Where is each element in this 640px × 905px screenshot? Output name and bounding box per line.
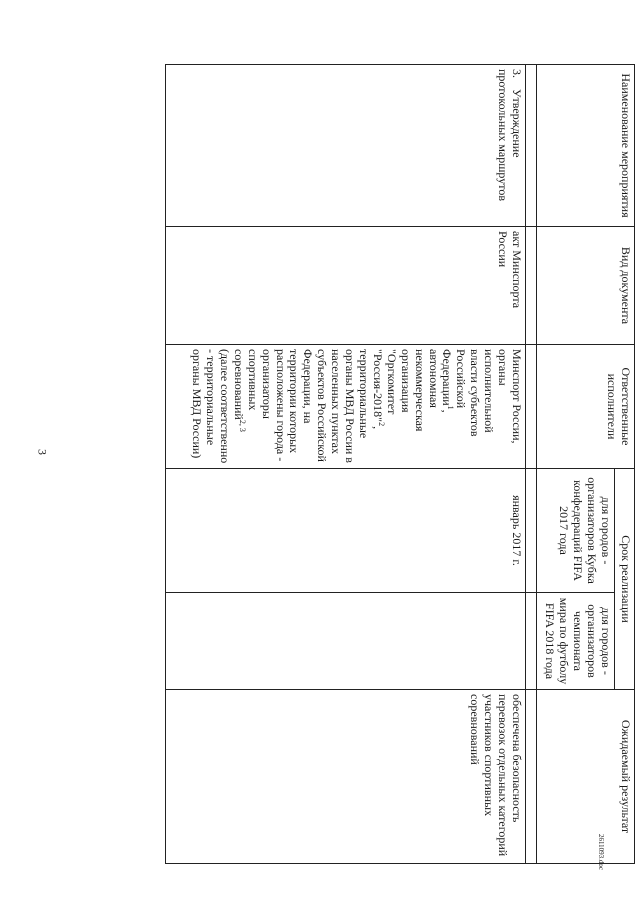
footnote-ref-2: 2 — [376, 422, 386, 427]
header-doc-type: Вид документа — [537, 227, 635, 345]
separator-cell — [526, 593, 537, 690]
document-code: 2611093.doc — [597, 833, 605, 871]
measures-table — [165, 64, 635, 864]
separator-cell — [526, 345, 537, 469]
cell-term-wc — [166, 593, 526, 690]
footnote-ref-3: 2, 3 — [237, 419, 247, 432]
footnote-ref-1: 1 — [446, 405, 456, 410]
executors-text-2: , автономная некоммерческая организация "Оргкомитет "Россия-2018" — [370, 349, 455, 432]
header-name: Наименование мероприятия — [537, 65, 635, 227]
separator-cell — [526, 227, 537, 345]
separator-cell — [526, 469, 537, 593]
page-number: 3 — [35, 449, 50, 455]
executors-text-3: , территориальные органы МВД России в населенных пунктах субъектов Российской Федерации, на территории которых расположены города - организаторы спортивных соревнований — [231, 349, 385, 463]
header-term-confed: для городов - организаторов Кубка конфедераций FIFA 2017 года — [537, 469, 615, 593]
executors-text-1: Минспорт России, органы исполнительной власти субъектов Российской Федерации — [440, 349, 524, 444]
header-executors: Ответственные исполнители — [537, 345, 635, 469]
cell-result: обеспечена безопасность перевозок отдельных категорий участников спортивных соревнований — [166, 690, 526, 864]
cell-executors — [166, 345, 526, 469]
table-row — [166, 65, 526, 864]
cell-term-confed: январь 2017 г. — [166, 469, 526, 593]
header-term-group: Срок реализации — [615, 469, 635, 690]
separator-cell — [526, 690, 537, 864]
cell-name — [166, 65, 526, 227]
header-term-wc: для городов - организаторов чемпионата мира по футболу FIFA 2018 года — [537, 593, 615, 690]
header-result: Ожидаемый результат — [537, 690, 635, 864]
row-name: Утверждение протокольных маршрутов — [496, 69, 524, 202]
row-number: 3. — [510, 69, 524, 78]
executors-text-4: (далее соответственно - территориальные органы МВД России) — [190, 349, 232, 464]
cell-doc-type: акт Минспорта России — [166, 227, 526, 345]
rotated-table-container — [165, 64, 635, 863]
separator-cell — [526, 65, 537, 227]
